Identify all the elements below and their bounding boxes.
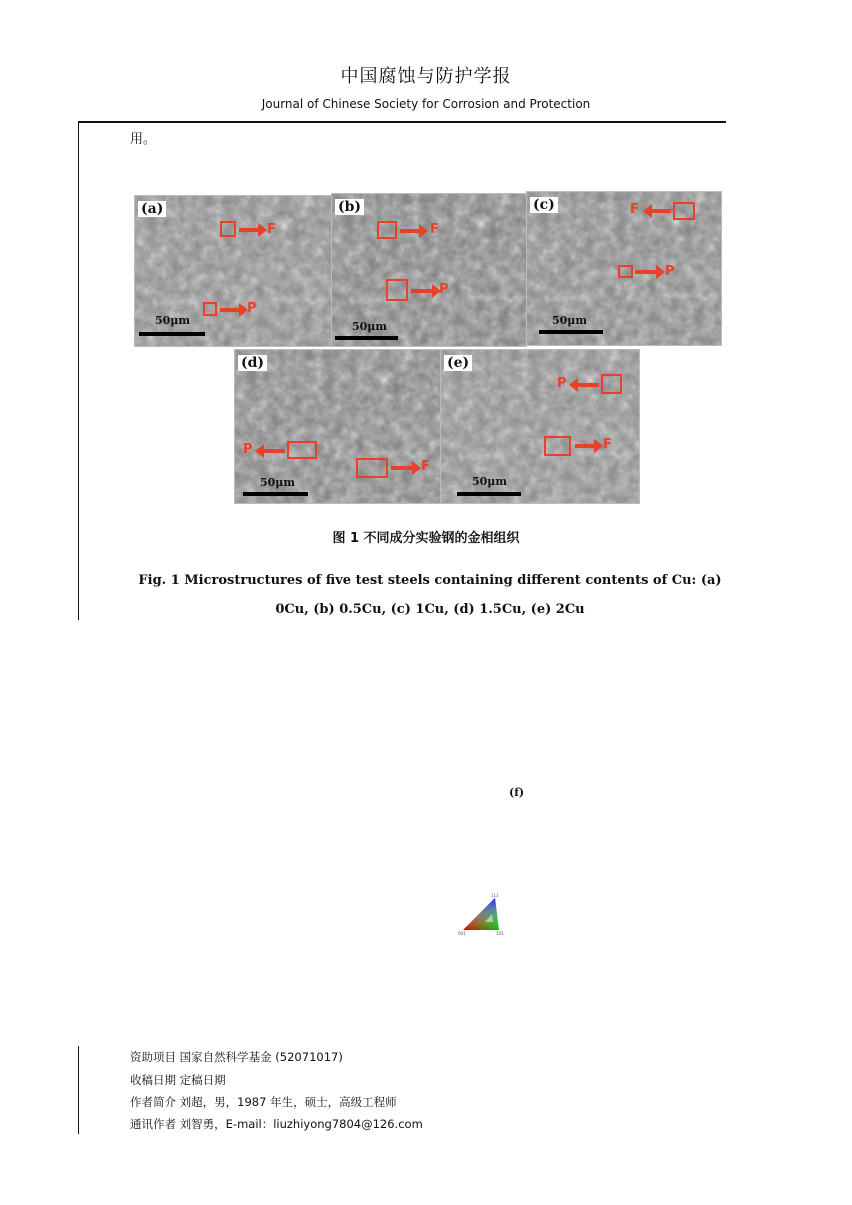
phase-label: P	[665, 264, 675, 279]
body-text-fragment: 用。	[130, 132, 157, 147]
panel-label: (e)	[444, 355, 472, 371]
phase-label: F	[430, 222, 439, 237]
scale-bar	[457, 492, 521, 496]
journal-title-en: Journal of Chinese Society for Corrosion and Protection	[261, 97, 591, 111]
scale-bar-label: 50μm	[155, 314, 190, 327]
scale-bar	[539, 330, 603, 334]
micrograph-panel-e	[440, 349, 640, 504]
arrow-right	[575, 444, 595, 448]
legend-tick: 101	[496, 931, 504, 936]
scale-bar-label: 50μm	[472, 475, 507, 488]
arrow-left	[651, 209, 671, 213]
scale-bar-label: 50μm	[260, 476, 295, 489]
phase-label: P	[439, 282, 449, 297]
micrograph-panel-d	[234, 349, 441, 504]
micrograph-panel-c	[526, 191, 722, 346]
figure-caption-en: Fig. 1 Microstructures of five test steels containing different contents of Cu: (a) 0Cu, (b) 0.5Cu, (c) 1Cu, (d) 1.5Cu, (e) 2Cu	[138, 573, 722, 617]
footnote-author-intro: 作者简介 刘超，男，1987 年生，硕士，高级工程师	[130, 1095, 397, 1109]
marker-box	[356, 458, 388, 478]
phase-label: F	[267, 222, 276, 237]
ipf-triangle-icon	[455, 892, 505, 936]
sem-texture	[441, 350, 639, 503]
legend-tick: 111	[491, 893, 499, 898]
arrow-right	[239, 228, 259, 232]
arrow-right	[635, 270, 657, 274]
marker-box	[203, 302, 217, 316]
scale-bar-label: 50μm	[552, 314, 587, 327]
footnote-corresponding: 通讯作者 刘智勇，E-mail：liuzhiyong7804@126.com	[130, 1117, 423, 1131]
panel-label: (a)	[138, 201, 166, 217]
panel-label: (d)	[238, 355, 267, 371]
arrow-right	[391, 466, 413, 470]
phase-label: P	[557, 376, 567, 391]
arrow-right	[411, 289, 433, 293]
marker-box	[287, 441, 317, 459]
arrow-right	[400, 229, 420, 233]
micrograph-panel-a	[134, 195, 332, 347]
arrow-right	[220, 308, 240, 312]
panel-label: (c)	[530, 197, 558, 213]
scale-bar	[139, 332, 205, 336]
panel-label: (b)	[335, 199, 364, 215]
phase-label: F	[603, 437, 612, 452]
phase-label: F	[421, 459, 430, 474]
marker-box	[386, 279, 408, 301]
marker-box	[544, 436, 571, 456]
ipf-legend	[455, 892, 505, 936]
footnote-dates: 收稿日期 定稿日期	[130, 1073, 226, 1087]
marker-box	[618, 265, 633, 278]
marker-box	[220, 221, 236, 237]
journal-title-cn: 中国腐蚀与防护学报	[340, 66, 512, 87]
micrograph-panel-b	[331, 193, 527, 347]
scale-bar-label: 50μm	[352, 320, 387, 333]
marker-box	[377, 221, 397, 239]
marker-box	[673, 202, 695, 220]
figure-f-label: (f)	[509, 786, 525, 799]
footnote-funding: 资助项目 国家自然科学基金 (52071017)	[130, 1050, 343, 1064]
phase-label: P	[243, 442, 253, 457]
arrow-left	[577, 383, 599, 387]
figure-caption-cn: 图 1 不同成分实验钢的金相组织	[332, 531, 520, 546]
legend-tick: 001	[458, 931, 466, 936]
header-rule	[78, 121, 726, 123]
phase-label: P	[247, 301, 257, 316]
marker-box	[601, 374, 622, 394]
arrow-left	[263, 449, 285, 453]
margin-bar-bottom	[78, 1046, 79, 1134]
phase-label: F	[630, 202, 639, 217]
scale-bar	[243, 492, 308, 496]
scale-bar	[335, 336, 398, 340]
